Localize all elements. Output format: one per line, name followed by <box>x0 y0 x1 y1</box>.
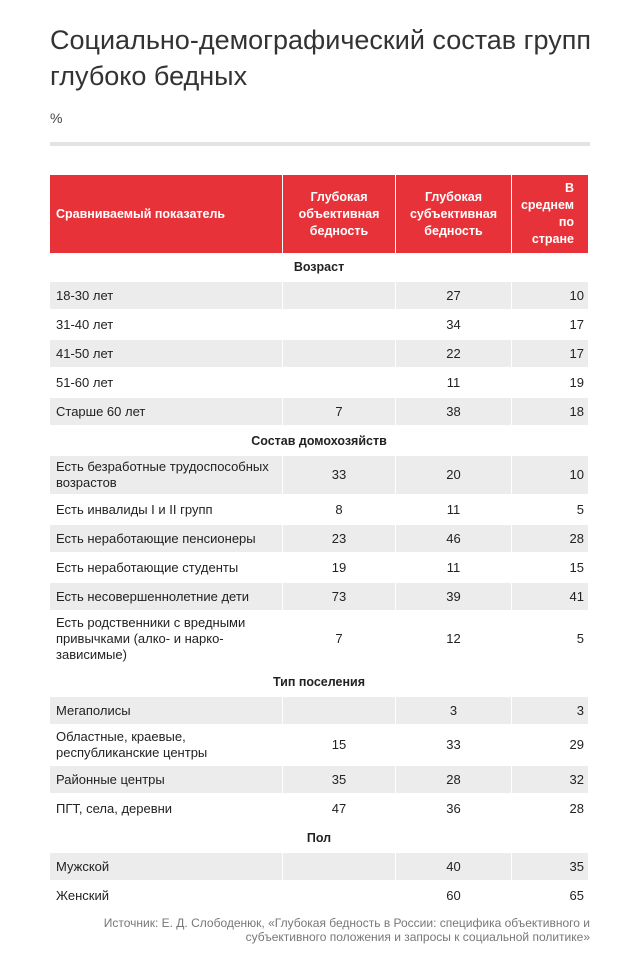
objective-value-cell <box>283 311 396 340</box>
subjective-value-cell: 38 <box>396 398 512 427</box>
section-title: Возраст <box>50 253 588 282</box>
average-value-cell: 5 <box>512 496 588 525</box>
row-label-cell: Есть несовершеннолетние дети <box>50 583 283 612</box>
objective-value-cell <box>283 853 396 882</box>
average-value-cell: 17 <box>512 311 588 340</box>
average-value-cell: 28 <box>512 795 588 824</box>
table-header <box>50 175 588 253</box>
section-title: Пол <box>50 824 588 853</box>
objective-value-cell: 23 <box>283 525 396 554</box>
table-row <box>50 853 588 882</box>
subjective-value-cell: 34 <box>396 311 512 340</box>
objective-value-cell <box>283 282 396 311</box>
average-value-cell: 19 <box>512 369 588 398</box>
objective-value-cell: 15 <box>283 726 396 766</box>
table-row <box>50 612 588 668</box>
row-label-cell: Есть безработные трудоспособных возрастов <box>50 456 283 496</box>
average-value-cell: 29 <box>512 726 588 766</box>
row-label-cell: Есть неработающие студенты <box>50 554 283 583</box>
subjective-value-cell: 27 <box>396 282 512 311</box>
row-label-cell: Районные центры <box>50 766 283 795</box>
row-label-cell: Есть родственники с вредными привычками (алко- и нарко-зависимые) <box>50 612 283 668</box>
table-row <box>50 311 588 340</box>
objective-value-cell: 73 <box>283 583 396 612</box>
objective-value-cell: 47 <box>283 795 396 824</box>
column-header-indicator: Сравниваемый показатель <box>50 175 283 253</box>
table-row <box>50 766 588 795</box>
header-row <box>50 175 588 253</box>
data-table-container <box>50 175 588 911</box>
row-label-cell: 41-50 лет <box>50 340 283 369</box>
section-header-row <box>50 427 588 456</box>
row-label-cell: 51-60 лет <box>50 369 283 398</box>
average-value-cell: 41 <box>512 583 588 612</box>
table-row <box>50 554 588 583</box>
subjective-value-cell: 33 <box>396 726 512 766</box>
average-value-cell: 35 <box>512 853 588 882</box>
subjective-value-cell: 11 <box>396 496 512 525</box>
objective-value-cell: 35 <box>283 766 396 795</box>
table-row <box>50 525 588 554</box>
average-value-cell: 10 <box>512 456 588 496</box>
column-header-subjective: Глубокая субъективная бедность <box>396 175 512 253</box>
subjective-value-cell: 36 <box>396 795 512 824</box>
average-value-cell: 10 <box>512 282 588 311</box>
subjective-value-cell: 11 <box>396 554 512 583</box>
average-value-cell: 5 <box>512 612 588 668</box>
average-value-cell: 65 <box>512 882 588 911</box>
column-header-average: В среднем по стране <box>512 175 588 253</box>
average-value-cell: 32 <box>512 766 588 795</box>
row-label-cell: Мужской <box>50 853 283 882</box>
table-body <box>50 253 588 911</box>
row-label-cell: Женский <box>50 882 283 911</box>
subjective-value-cell: 20 <box>396 456 512 496</box>
row-label-cell: Мегаполисы <box>50 697 283 726</box>
table-row <box>50 496 588 525</box>
row-label-cell: Есть неработающие пенсионеры <box>50 525 283 554</box>
subjective-value-cell: 22 <box>396 340 512 369</box>
table-row <box>50 369 588 398</box>
table-row <box>50 795 588 824</box>
source-note: Источник: Е. Д. Слободенюк, «Глубокая бедность в России: специфика объективного и субъективного положения и запросы к социальной политике» <box>103 916 590 944</box>
average-value-cell: 18 <box>512 398 588 427</box>
subjective-value-cell: 28 <box>396 766 512 795</box>
table-row <box>50 398 588 427</box>
objective-value-cell: 7 <box>283 398 396 427</box>
section-header-row <box>50 824 588 853</box>
average-value-cell: 17 <box>512 340 588 369</box>
unit-label: % <box>50 110 63 126</box>
subjective-value-cell: 46 <box>396 525 512 554</box>
average-value-cell: 15 <box>512 554 588 583</box>
table-row <box>50 456 588 496</box>
objective-value-cell <box>283 369 396 398</box>
row-label-cell: 18-30 лет <box>50 282 283 311</box>
table-row <box>50 340 588 369</box>
row-label-cell: Старше 60 лет <box>50 398 283 427</box>
column-header-objective: Глубокая объективная бедность <box>283 175 396 253</box>
objective-value-cell: 19 <box>283 554 396 583</box>
average-value-cell: 3 <box>512 697 588 726</box>
row-label-cell: Есть инвалиды I и II групп <box>50 496 283 525</box>
subjective-value-cell: 3 <box>396 697 512 726</box>
table-row <box>50 882 588 911</box>
row-label-cell: Областные, краевые, республиканские центры <box>50 726 283 766</box>
objective-value-cell: 7 <box>283 612 396 668</box>
subjective-value-cell: 60 <box>396 882 512 911</box>
objective-value-cell <box>283 697 396 726</box>
subjective-value-cell: 40 <box>396 853 512 882</box>
objective-value-cell <box>283 882 396 911</box>
section-header-row <box>50 668 588 697</box>
section-title: Тип поселения <box>50 668 588 697</box>
subjective-value-cell: 12 <box>396 612 512 668</box>
title-divider <box>50 142 590 146</box>
row-label-cell: ПГТ, села, деревни <box>50 795 283 824</box>
objective-value-cell <box>283 340 396 369</box>
table-row <box>50 282 588 311</box>
subjective-value-cell: 39 <box>396 583 512 612</box>
objective-value-cell: 33 <box>283 456 396 496</box>
objective-value-cell: 8 <box>283 496 396 525</box>
table-row <box>50 697 588 726</box>
subjective-value-cell: 11 <box>396 369 512 398</box>
section-title: Состав домохозяйств <box>50 427 588 456</box>
section-header-row <box>50 253 588 282</box>
chart-title: Социально-демографический состав групп глубоко бедных <box>50 25 591 91</box>
data-table <box>50 175 588 911</box>
average-value-cell: 28 <box>512 525 588 554</box>
table-row <box>50 726 588 766</box>
row-label-cell: 31-40 лет <box>50 311 283 340</box>
table-row <box>50 583 588 612</box>
